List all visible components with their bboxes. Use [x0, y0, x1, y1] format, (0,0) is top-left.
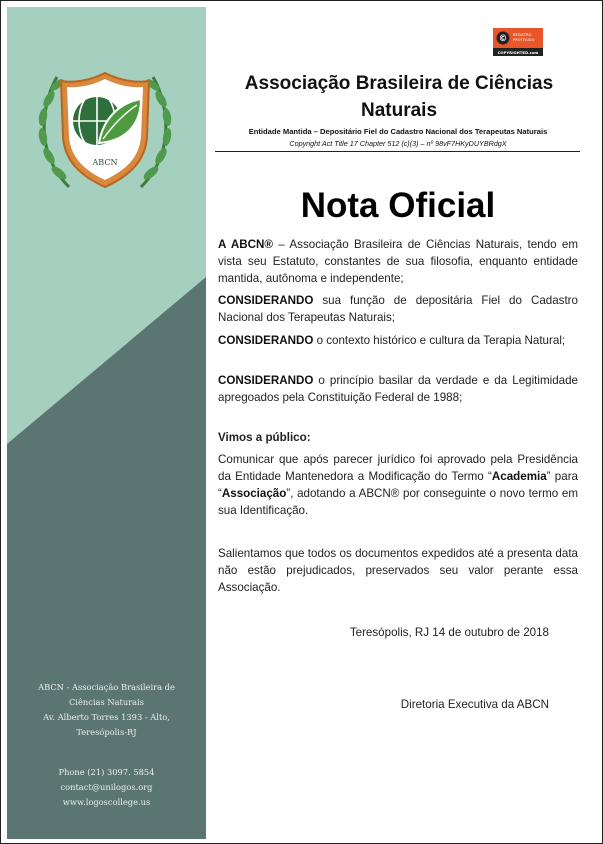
bold-text: A ABCN® — [218, 238, 273, 251]
email-link[interactable]: contact@unilogos.org — [60, 782, 153, 792]
address-line: Ciências Naturais — [68, 697, 145, 707]
phone-text: Phone (21) 3097. 5854 — [58, 767, 155, 777]
place-date: Teresópolis, RJ 14 de outubro de 2018 — [349, 626, 549, 639]
bold-text: Associação — [221, 487, 287, 500]
organization-title-line: Naturais — [360, 100, 438, 121]
signature: Diretoria Executiva da ABCN — [400, 698, 549, 711]
paragraph-considerando-1 — [218, 292, 578, 326]
paragraph-intro — [218, 236, 578, 287]
sidebar-panel — [7, 7, 206, 839]
paragraph-text: o princípio basilar da verdade e da Legitimidade apregoados pela Constituição Federal de 1988; — [218, 374, 578, 404]
address-line: ABCN - Associação Brasileira de — [38, 682, 175, 692]
paragraph-text: o contexto histórico e cultura da Terapia Natural; — [313, 334, 566, 347]
paragraph-text: sua função de depositária Fiel do Cadastro Nacional dos Terapeutas Naturais; — [218, 294, 578, 324]
organization-title — [218, 70, 580, 124]
bold-text: CONSIDERANDO — [218, 294, 314, 307]
bold-text: Academia — [491, 470, 547, 483]
contact-block — [7, 765, 206, 810]
paragraph-announcement — [218, 451, 578, 519]
paragraph-heading: Vimos a público: — [218, 431, 311, 444]
organization-subtitle: Entidade Mantida – Depositário Fiel do Cadastro Nacional dos Terapeutas Naturais — [248, 127, 548, 136]
document-title: Nota Oficial — [300, 186, 496, 225]
abcn-logo-emblem — [29, 59, 181, 199]
badge-text: PROTEGIDO — [513, 38, 535, 42]
address-block — [7, 680, 206, 740]
paragraph-text: ” para “ — [218, 470, 578, 500]
address-line: Teresópolis-RJ — [76, 727, 137, 737]
website-link[interactable]: www.logoscollege.us — [62, 797, 151, 807]
logo-text: ABCN — [92, 158, 118, 167]
paragraph-closing: Salientamos que todos os documentos expedidos até a presenta data não estão prejudicados, preservados seu valor perante essa Associação. — [218, 547, 578, 594]
bold-text: CONSIDERANDO — [218, 374, 314, 387]
header-divider — [215, 151, 580, 152]
paragraph-text: ”, adotando a ABCN® por conseguinte o novo termo em sua Identificação. — [218, 487, 578, 517]
address-line: Av. Alberto Torres 1393 - Alto, — [43, 712, 170, 722]
paragraph-text: – Associação Brasileira de Ciências Naturais, tendo em vista seu Estatuto, constantes de sua filosofia, enquanto entidade mantida, autônoma e independente; — [218, 238, 578, 285]
copyright-badge — [493, 28, 543, 56]
copyright-notice: Copyright Act Title 17 Chapter 512 (c)(3) – nº 98vF7HKyDUYBRdgX — [289, 139, 507, 148]
badge-text: REGISTRO — [513, 33, 532, 37]
svg-text:©: © — [498, 34, 508, 45]
bold-text: CONSIDERANDO — [218, 334, 314, 347]
paragraph-considerando-3 — [218, 372, 578, 406]
badge-text: COPYRIGHTED.com — [497, 50, 539, 55]
organization-title-line: Associação Brasileira de Ciências — [244, 73, 554, 94]
paragraph-text: Comunicar que após parecer jurídico foi aprovado pela Presidência da Entidade Mantenedora a Modificação do Termo “ — [218, 453, 578, 483]
paragraph-considerando-2 — [218, 332, 578, 349]
